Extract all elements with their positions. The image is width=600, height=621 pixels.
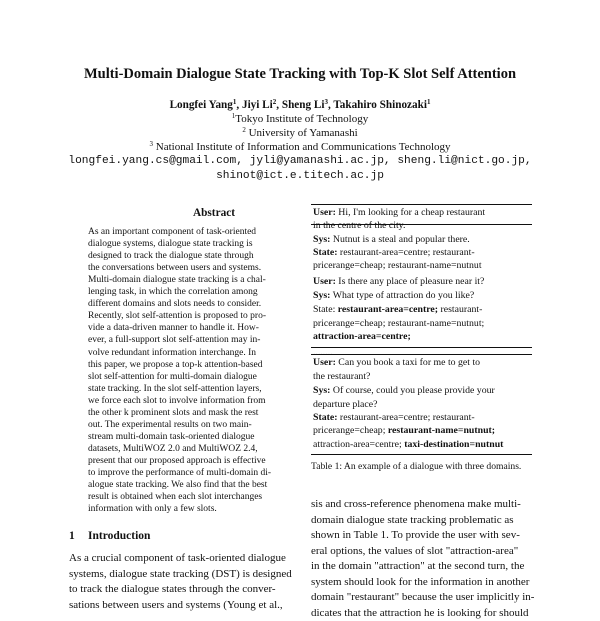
table-text: restaurant-area=centre; restaurant- — [337, 412, 474, 423]
table-text: restaurant-area=centre; restaurant- — [337, 247, 474, 258]
body-line: eral options, the values of slot "attraction-area" — [311, 544, 532, 560]
author-name: Jiyi Li — [242, 99, 273, 111]
abstract-line: datasets, MultiWOZ 2.0 and MultiWOZ 2.4, — [88, 443, 303, 455]
table-rule — [311, 354, 532, 355]
body-line: shown in Table 1. To provide the user with sev- — [311, 528, 532, 544]
table-text: pricerange=cheap; restaurant-name=nutnut; — [313, 318, 484, 329]
table-rule — [311, 454, 532, 455]
body-line: sis and cross-reference phenomena make multi- — [311, 497, 532, 513]
body-line: domain "restaurant" because the user implicitly in- — [311, 590, 532, 606]
abstract-line: we force each slot to involve information from — [88, 395, 303, 407]
table-line — [313, 219, 405, 232]
section-heading-introduction — [69, 530, 150, 542]
body-line: dicates that the attraction he is looking for should — [311, 606, 532, 621]
body-line: system should look for the information in another — [311, 575, 532, 591]
abstract-line: to improve the performance of multi-domain di- — [88, 467, 303, 479]
table-text: pricerange=cheap; — [313, 425, 388, 436]
abstract-line: present that our proposed approach is effective — [88, 455, 303, 467]
email-line-2: shinot@ict.e.titech.ac.jp — [0, 170, 600, 182]
table-text: What type of attraction do you like? — [330, 290, 474, 301]
table-text: Can you book a taxi for me to get to — [336, 357, 480, 368]
table-text: in the centre of the city. — [313, 220, 405, 231]
abstract-line: alogue state tracking. We also find that the best — [88, 479, 303, 491]
author-separator: , — [276, 99, 282, 111]
abstract-line: this paper, we propose a top-k attention-based — [88, 359, 303, 371]
table-line — [313, 424, 495, 437]
table-text: the restaurant? — [313, 371, 370, 382]
email-line-1: longfei.yang.cs@gmail.com, jyli@yamanashi.ac.jp, sheng.li@nict.go.jp, — [0, 155, 600, 167]
table-bold-text: User: — [313, 276, 336, 287]
table-line — [313, 438, 503, 451]
table-rule — [311, 204, 532, 205]
author-name: Takahiro Shinozaki — [333, 99, 427, 111]
table-caption: Table 1: An example of a dialogue with three domains. — [311, 461, 521, 472]
table-bold-text: taxi-destination=nutnut — [404, 439, 503, 450]
author-affiliation-mark: 3 — [324, 98, 328, 106]
table-bold-text: Sys: — [313, 385, 330, 396]
affiliation-name: National Institute of Information and Communications Technology — [156, 141, 451, 153]
table-text: Hi, I'm looking for a cheap restaurant — [336, 207, 485, 218]
table-line — [313, 398, 377, 411]
table-text: Is there any place of pleasure near it? — [336, 276, 485, 287]
abstract-line: slot self-attention for multi-domain dialogue — [88, 371, 303, 383]
table-bold-text: State: — [313, 412, 337, 423]
introduction-line: systems, dialogue state tracking (DST) is designed — [69, 567, 309, 583]
affiliation-2 — [0, 127, 600, 139]
affiliation-name: University of Yamanashi — [249, 127, 358, 139]
introduction-line: As a crucial component of task-oriented dialogue — [69, 551, 309, 567]
abstract-line: dialogue systems, dialogue state tracking is — [88, 238, 303, 250]
abstract-line: lenging task, in which the correlation among — [88, 286, 303, 298]
table-line — [313, 259, 482, 272]
author-affiliation-mark: 1 — [233, 98, 237, 106]
section-title: Introduction — [88, 530, 150, 542]
table-line — [313, 233, 470, 246]
body-line: in the domain "attraction" at the second turn, the — [311, 559, 532, 575]
table-line — [313, 246, 475, 259]
table-line — [313, 317, 484, 330]
table-line — [313, 289, 474, 302]
table-line — [313, 370, 370, 383]
author-separator: , — [328, 99, 333, 111]
abstract-line: information with only a few slots. — [88, 503, 303, 515]
author-list — [0, 99, 600, 111]
table-line — [313, 356, 480, 369]
author-separator: , — [236, 99, 242, 111]
table-bold-text: attraction-area=centre; — [313, 331, 411, 342]
table-bold-text: restaurant-area=centre; — [335, 304, 438, 315]
table-line — [313, 330, 411, 343]
table-text: ........ — [313, 347, 333, 358]
abstract-line: stream multi-domain task-oriented dialogue — [88, 431, 303, 443]
affiliation-name: Tokyo Institute of Technology — [235, 113, 368, 125]
affiliation-1 — [0, 113, 600, 125]
section-number: 1 — [69, 530, 88, 542]
table-rule — [311, 347, 532, 348]
author-name: Sheng Li — [282, 99, 325, 111]
table-bold-text: User: — [313, 207, 336, 218]
abstract-line: Recently, slot self-attention is proposed to pro- — [88, 310, 303, 322]
affiliation-3 — [0, 141, 600, 153]
affiliation-mark: 3 — [150, 140, 154, 148]
abstract-line: state tracking. In the slot self-attention layers, — [88, 383, 303, 395]
abstract-line: the other k prominent slots and mask the rest — [88, 407, 303, 419]
author-name: Longfei Yang — [170, 99, 233, 111]
affiliation-mark: 1 — [232, 112, 236, 120]
table-line — [313, 411, 475, 424]
affiliation-mark: 2 — [242, 126, 246, 134]
author-affiliation-mark: 1 — [427, 98, 431, 106]
author-affiliation-mark: 2 — [273, 98, 277, 106]
table-text: attraction-area=centre; — [313, 439, 404, 450]
table-bold-text: restaurant-name=nutnut; — [388, 425, 495, 436]
paper-title: Multi-Domain Dialogue State Tracking with Top-K Slot Self Attention — [0, 66, 600, 83]
abstract-line: ever, a full-support slot self-attention may in- — [88, 334, 303, 346]
table-bold-text: Sys: — [313, 290, 330, 301]
table-text: Nutnut is a steal and popular there. — [330, 234, 469, 245]
abstract-line: out. The experimental results on two main- — [88, 419, 303, 431]
introduction-line: to track the dialogue states through the conver- — [69, 582, 309, 598]
abstract-line: volve redundant information interchange. In — [88, 347, 303, 359]
table-text: departure place? — [313, 399, 377, 410]
abstract-line: Multi-domain dialogue state tracking is a chal- — [88, 274, 303, 286]
abstract-line: designed to track the dialogue state through — [88, 250, 303, 262]
abstract-line: the conversations between users and systems. — [88, 262, 303, 274]
table-line — [313, 275, 484, 288]
body-line: domain dialogue state tracking problematic as — [311, 513, 532, 529]
table-line — [313, 384, 495, 397]
table-line — [313, 206, 485, 219]
table-bold-text: State: — [313, 247, 337, 258]
table-text: State: — [313, 304, 335, 315]
abstract-heading: Abstract — [68, 207, 360, 219]
abstract-line: vide a data-driven manner to handle it. How- — [88, 322, 303, 334]
abstract-line: different domains and slots needs to consider. — [88, 298, 303, 310]
table-text: pricerange=cheap; restaurant-name=nutnut — [313, 260, 482, 271]
table-text: Of course, could you please provide your — [330, 385, 494, 396]
table-text: restaurant- — [438, 304, 482, 315]
abstract-line: As an important component of task-oriented — [88, 226, 303, 238]
table-line — [313, 303, 482, 316]
table-bold-text: User: — [313, 357, 336, 368]
abstract-line: result is obtained when each slot interchanges — [88, 491, 303, 503]
table-bold-text: Sys: — [313, 234, 330, 245]
introduction-line: sations between users and systems (Young et al., — [69, 598, 309, 614]
